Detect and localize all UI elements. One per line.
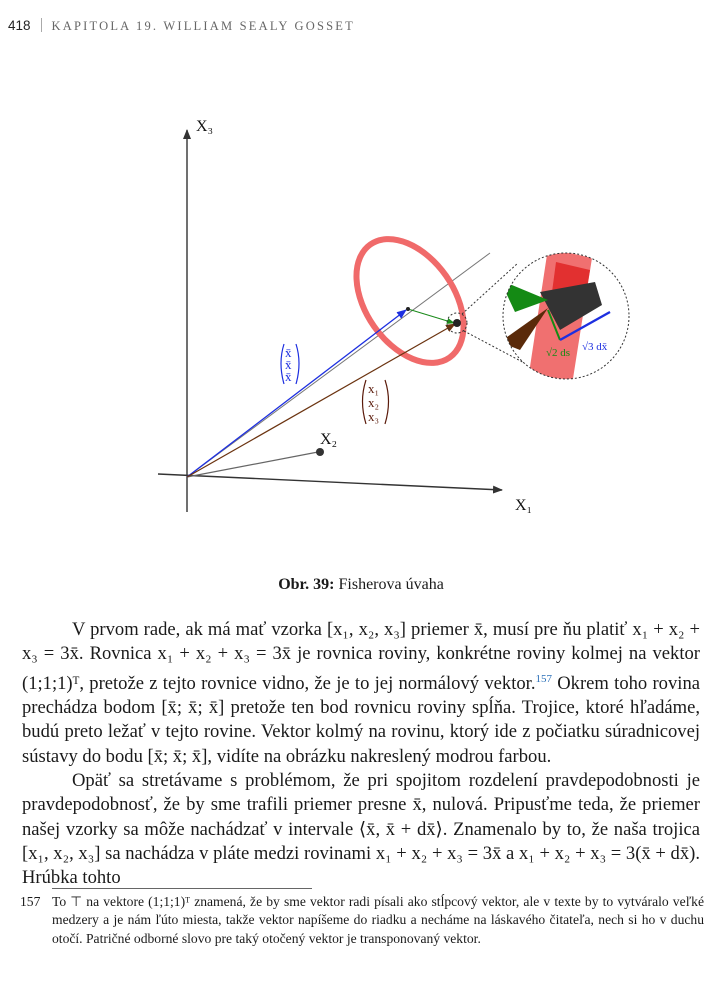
body-text	[22, 618, 700, 890]
caption-text: Fisherova úvaha	[338, 576, 444, 593]
mean-point	[406, 307, 410, 311]
axis-x1-line	[158, 474, 502, 490]
mean-line-1: x̄	[285, 345, 292, 360]
sample-line-1: x₁	[368, 381, 380, 396]
caption-label: Obr. 39:	[278, 576, 335, 593]
footnote-text: To ⊤ na vektore (1;1;1)ᵀ znamená, že by sme vektor radi písali ako stĺpcový vektor, ale v texte by to vytváralo veľké medzery a je nám ľúto miesta, takže vektor napíšeme do riadku a necháme na láskavého čitateľa, nech si ho v duchu otočí. Patričné odborné slovo pre taký otočený vektor je transponovaný vektor.	[52, 894, 704, 946]
footnote-number: 157	[20, 894, 41, 909]
mean-line-2: x̄	[285, 357, 292, 372]
sample-point	[453, 319, 461, 327]
axis-x1-label: X₁	[515, 497, 533, 514]
mean-vector-label	[281, 344, 299, 384]
paragraph-1	[22, 618, 700, 769]
fisher-figure	[0, 100, 722, 570]
zoom-inset	[500, 248, 630, 385]
axis-x3-label: X₃	[196, 118, 214, 135]
running-title: KAPITOLA 19. WILLIAM SEALY GOSSET	[51, 19, 355, 33]
sample-line-3: x₃	[368, 409, 380, 424]
page-number: 418	[8, 18, 31, 33]
page-header	[8, 18, 355, 34]
footnote-rule	[52, 888, 312, 889]
sample-line-2: x₂	[368, 395, 380, 410]
paragraph-1-rest: Okrem toho rovina prechádza bodom [x̄; x̄; x̄] pretože ten bod rovnicu roviny spĺňa. Trojice, ktoré hľadáme, budú preto ležať v tejto rovine. Vektor kolmý na rovinu, ktorý ide z počiatku súradnicovej sústavy do bodu [x̄; x̄; x̄], vidíte na obrázku nakreslený modrou farbou.	[22, 672, 700, 767]
footnote	[20, 893, 704, 948]
red-ring	[334, 219, 485, 383]
paragraph-1-start: V prvom rade, ak má mať vzorka [x₁, x₂, x₃] priemer x̄, musí pre ňu platiť x₁ + x₂ + x₃ = 3x̄. Rovnica x₁ + x₂ + x₃ = 3x̄ je rovnica roviny, konkrétne roviny kolmej na vektor (1;1;1)ᵀ, pretože z tejto rovnice vidno, že je to jej normálový vektor.	[22, 619, 700, 694]
zoom-label-ds: √2 ds	[546, 347, 571, 359]
zoom-label-dx: √3 dx̄	[582, 341, 608, 353]
footnote-ref[interactable]: 157	[535, 672, 552, 685]
axis-x2-tip	[316, 448, 324, 456]
diagonal-line	[187, 253, 490, 477]
axis-x2-label: X₂	[320, 431, 338, 448]
header-separator	[41, 18, 42, 32]
axis-x2-line	[187, 452, 318, 477]
mean-line-3: x̄	[285, 369, 292, 384]
figure-caption	[0, 576, 722, 594]
sample-vector-label	[363, 380, 389, 424]
paragraph-2: Opäť sa stretávame s problémom, že pri spojitom rozdelení pravdepodobnosti je pravdepodobnosť, že by sme trafili priemer presne x̄, nulová. Pripusťme teda, že priemer našej vzorky sa môže nachádzať v intervale ⟨x̄, x̄ + dx̄⟩. Znamenalo by to, že naša trojica [x₁, x₂, x₃] sa nachádza v pláte medzi rovinami x₁ + x₂ + x₃ = 3x̄ a x₁ + x₂ + x₃ = 3(x̄ + dx̄). Hrúbka tohto	[22, 769, 700, 889]
